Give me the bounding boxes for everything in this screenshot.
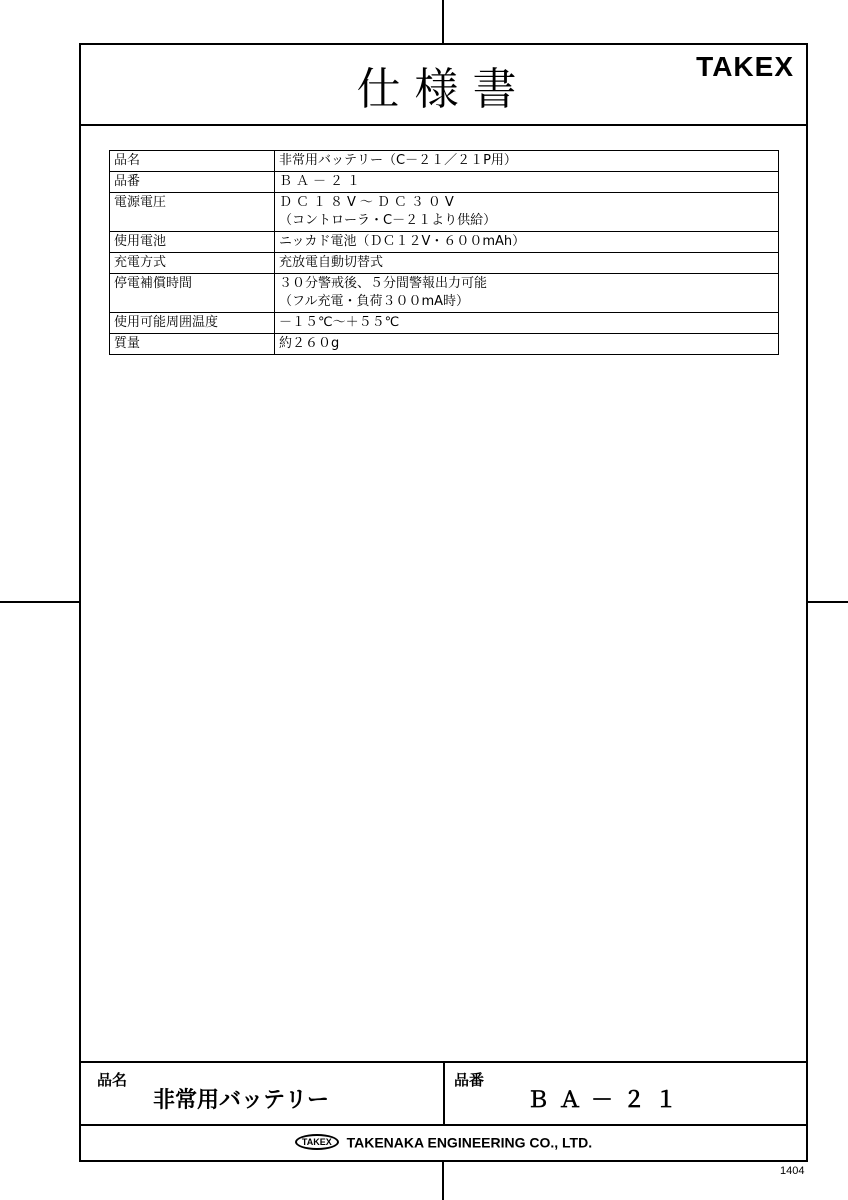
footer-name-value: 非常用バッテリー — [153, 1088, 330, 1113]
spec-key: 電源電圧 — [110, 193, 275, 232]
footer-name-label: 品名 — [97, 1071, 128, 1089]
spec-value: －１５℃～＋５５℃ — [275, 313, 779, 334]
spec-value: ＢＡ－２１ — [275, 172, 779, 193]
company-logo-icon: TAKEX — [295, 1134, 339, 1150]
document-frame — [79, 43, 808, 1162]
spec-value: 非常用バッテリー（C－２１／２１P用） — [275, 151, 779, 172]
spec-key: 使用可能周囲温度 — [110, 313, 275, 334]
company-line — [81, 1133, 806, 1150]
spec-value-line: （フル充電・負荷３００mA時） — [279, 294, 470, 309]
spec-value-line: （コントローラ・C－２１より供給） — [279, 213, 497, 228]
document-title: 仕様書 — [356, 64, 531, 115]
spec-value: ニッカド電池（ＤＣ１２V・６００mAh） — [275, 232, 779, 253]
document-code: 1404 — [780, 1165, 805, 1177]
footer-divider — [443, 1063, 445, 1124]
spec-key: 質量 — [110, 334, 275, 355]
spec-value: 約２６０g — [275, 334, 779, 355]
document-footer — [81, 1061, 806, 1162]
document-header — [81, 45, 806, 126]
table-row — [110, 172, 779, 193]
table-row — [110, 313, 779, 334]
table-row — [110, 274, 779, 313]
spec-key: 品番 — [110, 172, 275, 193]
spec-value: 充放電自動切替式 — [275, 253, 779, 274]
table-row — [110, 253, 779, 274]
footer-code-label: 品番 — [454, 1071, 485, 1089]
crop-mark-bottom — [442, 1160, 444, 1200]
table-row — [110, 232, 779, 253]
spec-key: 充電方式 — [110, 253, 275, 274]
spec-value-line: ＤＣ１８V～ＤＣ３０V — [279, 195, 458, 210]
footer-product-row — [81, 1063, 806, 1126]
spec-value — [275, 274, 779, 313]
crop-mark-top — [442, 0, 444, 44]
spec-table — [109, 150, 779, 355]
spec-key: 停電補償時間 — [110, 274, 275, 313]
spec-key: 品名 — [110, 151, 275, 172]
table-row — [110, 151, 779, 172]
table-row — [110, 334, 779, 355]
footer-code-value: ＢＡ－２１ — [527, 1088, 688, 1113]
spec-value-line: ３０分警戒後、５分間警報出力可能 — [279, 276, 488, 291]
crop-mark-left — [0, 601, 80, 603]
table-row — [110, 193, 779, 232]
brand-logo: TAKEX — [696, 51, 794, 82]
spec-key: 使用電池 — [110, 232, 275, 253]
company-name: TAKENAKA ENGINEERING CO., LTD. — [346, 1134, 593, 1151]
spec-value — [275, 193, 779, 232]
crop-mark-right — [806, 601, 848, 603]
